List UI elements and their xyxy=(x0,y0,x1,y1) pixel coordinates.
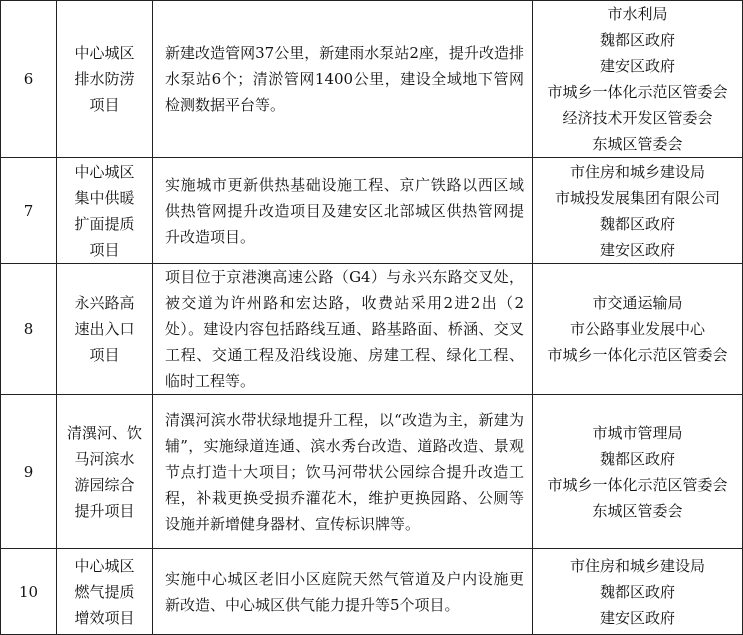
project-table-body xyxy=(1,1,743,635)
row-number: 6 xyxy=(1,1,57,158)
responsible-unit: 经济技术开发区管委会 xyxy=(562,109,713,127)
responsible-unit: 东城区管委会 xyxy=(592,135,683,153)
project-content: 新建改造管网37公里，新建雨水泵站2座，提升改造排水泵站6个；清淤管网1400公里，建设全域地下管网检测数据平台等。 xyxy=(153,1,533,158)
responsible-unit: 魏都区政府 xyxy=(599,582,675,601)
project-name-line: 项目 xyxy=(89,96,120,114)
responsible-unit: 市城乡一体化示范区管委会 xyxy=(547,346,728,364)
responsible-unit: 市城乡一体化示范区管委会 xyxy=(547,475,728,494)
project-name xyxy=(57,395,153,549)
project-name-line: 马河滨水 xyxy=(74,449,135,468)
responsible-unit: 市城市管理局 xyxy=(592,423,683,442)
project-name-line: 速出入口 xyxy=(74,320,135,338)
responsible-unit: 魏都区政府 xyxy=(599,214,675,233)
responsible-unit: 建安区政府 xyxy=(599,240,675,259)
row-number: 7 xyxy=(1,158,57,264)
project-content: 清潩河滨水带状绿地提升工程，以“改造为主，新建为辅”，实施绿道连通、滨水秀台改造、道路改造、景观节点打造十大项目；饮马河带状公园综合提升改造工程，补栽更换受损乔灌花木，维护更换园路、公厕等设施并新增健身器材、宣传标识牌等。 xyxy=(153,395,533,549)
project-name-line: 游园综合 xyxy=(74,475,135,494)
responsible-units xyxy=(533,158,743,264)
project-name-line: 集中供暖 xyxy=(74,188,135,207)
project-name xyxy=(57,549,153,635)
row-number: 9 xyxy=(1,395,57,549)
project-name xyxy=(57,158,153,264)
responsible-unit: 市住房和城乡建设局 xyxy=(569,556,705,575)
project-name-line: 扩面提质 xyxy=(74,214,135,233)
responsible-units xyxy=(533,395,743,549)
responsible-unit: 市水利局 xyxy=(607,5,668,23)
responsible-units xyxy=(533,1,743,158)
project-content: 实施城市更新供热基础设施工程、京广铁路以西区域供热管网提升改造项目及建安区北部城区供热管网提升改造项目。 xyxy=(153,158,533,264)
responsible-unit: 魏都区政府 xyxy=(599,31,675,49)
project-name xyxy=(57,264,153,395)
responsible-unit: 市城乡一体化示范区管委会 xyxy=(547,83,728,101)
project-name-line: 中心城区 xyxy=(74,556,135,575)
project-name-line: 燃气提质 xyxy=(74,582,135,601)
responsible-units xyxy=(533,549,743,635)
responsible-unit: 市住房和城乡建设局 xyxy=(569,162,705,181)
responsible-unit: 魏都区政府 xyxy=(599,449,675,468)
project-name-line: 项目 xyxy=(89,346,120,364)
table-row xyxy=(1,1,743,158)
project-content: 实施中心城区老旧小区庭院天然气管道及户内设施更新改造、中心城区供气能力提升等5个项目。 xyxy=(153,549,533,635)
responsible-unit: 东城区管委会 xyxy=(592,501,683,520)
project-name-line: 提升项目 xyxy=(74,501,135,520)
responsible-unit: 市公路事业发展中心 xyxy=(569,320,705,338)
project-name-line: 排水防涝 xyxy=(74,70,135,88)
responsible-unit: 市交通运输局 xyxy=(592,294,683,312)
project-name-line: 清潩河、饮 xyxy=(66,423,142,442)
table-row xyxy=(1,158,743,264)
project-name-line: 增效项目 xyxy=(74,608,135,627)
responsible-unit: 市城投发展集团有限公司 xyxy=(554,188,720,207)
project-name-line: 项目 xyxy=(89,240,120,259)
row-number: 8 xyxy=(1,264,57,395)
row-number: 10 xyxy=(1,549,57,635)
project-name-line: 永兴路高 xyxy=(74,294,135,312)
responsible-units xyxy=(533,264,743,395)
table-row xyxy=(1,395,743,549)
project-content: 项目位于京港澳高速公路（G4）与永兴东路交叉处，被交道为许州路和宏达路，收费站采用2进2出（2处）。建设内容包括路线互通、路基路面、桥涵、交叉工程、交通工程及沿线设施、房建工程、绿化工程、临时工程等。 xyxy=(153,264,533,395)
responsible-unit: 建安区政府 xyxy=(599,57,675,75)
project-name xyxy=(57,1,153,158)
project-name-line: 中心城区 xyxy=(74,162,135,181)
table-row xyxy=(1,549,743,635)
table-row xyxy=(1,264,743,395)
responsible-unit: 建安区政府 xyxy=(599,608,675,627)
project-name-line: 中心城区 xyxy=(74,44,135,62)
